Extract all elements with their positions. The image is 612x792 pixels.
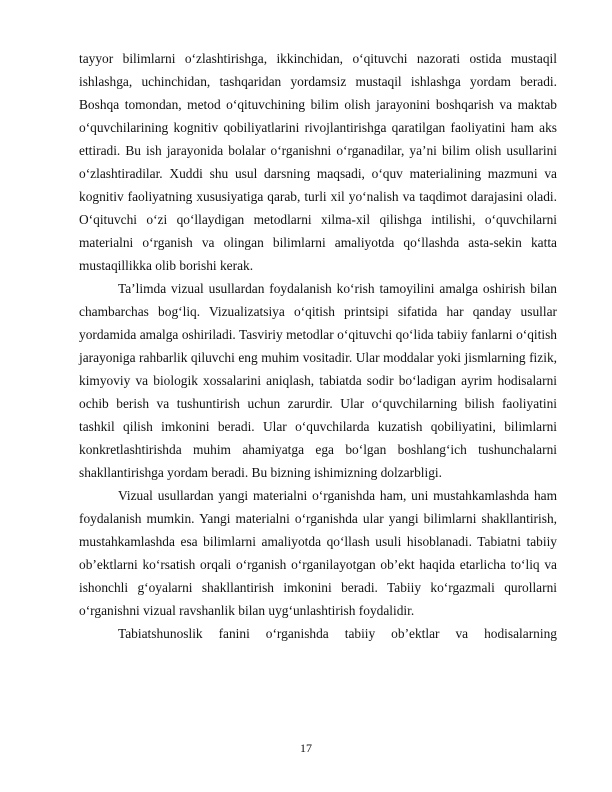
paragraph-new-material: Vizual usullardan yangi materialni o‘rganishda ham, uni mustahkamlashda ham foydalanish mumkin. Yangi materialni o‘rganishda ular yangi bilimlarni shakllantirish, mustahkamlashda esa bilimlarni amaliyotda qo‘llash usuli hisoblanadi. Tabiatni tabiiy ob’ektlarni ko‘rsatish orqali o‘rganish o‘rganilayotgan ob’ekt haqida etarlicha to‘liq va ishonchli g‘oyalarni shakllantirish imkonini beradi. Tabiiy ko‘rgazmali qurollarni o‘rganishni vizual ravshanlik bilan uyg‘unlashtirish foydalidir.: [79, 488, 557, 618]
paragraph-visual-methods: Ta’limda vizual usullardan foydalanish ko‘rish tamoyilini amalga oshirish bilan chambarchas bog‘liq. Vizualizatsiya o‘qitish printsipi sifatida har qanday usullar yordamida amalga oshiriladi. Tasviriy metodlar o‘qituvchi qo‘lida tabiiy fanlarni o‘qitish jarayoniga rahbarlik qiluvchi eng muhim vositadir. Ular moddalar yoki jismlarning fizik, kimyoviy va biologik xossalarini aniqlash, tabiatda sodir bo‘ladigan ayrim hodisalarni ochib berish va tushuntirish uchun zarurdir. Ular o‘quvchilarning bilish faoliyatini tashkil qilish imkonini beradi. Ular o‘quvchilarda kuzatish qobiliyatini, bilimlarni konkretlashtirishda muhim ahamiyatga ega bo‘lgan boshlang‘ich tushunchalarni shakllantirishga yordam beradi. Bu bizning ishimizning dolzarbligi.: [79, 281, 557, 480]
paragraph-natural-science: Tabiatshunoslik fanini o‘rganishda tabiiy ob’ektlar va hodisalarning: [118, 626, 557, 641]
page-number: 17: [300, 741, 312, 755]
paragraph-continuation: tayyor bilimlarni o‘zlashtirishga, ikkinchidan, o‘qituvchi nazorati ostida mustaqil ishlashga, uchinchidan, tashqaridan yordamsiz mustaqil ishlashga yordam beradi. Boshqa tomondan, metod o‘qituvchining bilim olish jarayonini boshqarish va maktab o‘quvchilarining kognitiv qobiliyatlarini rivojlantirishga qaratilgan faoliyatini ham aks ettiradi. Bu ish jarayonida bolalar o‘rganishni o‘rganadilar, ya’ni bilim olish usullarini o‘zlashtiradilar. Xuddi shu usul darsning maqsadi, o‘quv materialining mazmuni va kognitiv faoliyatning xususiyatiga qarab, turli xil yo‘nalish va taqdimot darajasini oladi. O‘qituvchi o‘zi qo‘llaydigan metodlarni xilma-xil qilishga intilishi, o‘quvchilarni materialni o‘rganish va olingan bilimlarni amaliyotda qo‘llashda asta-sekin katta mustaqillikka olib borishi kerak.: [79, 51, 557, 273]
body-text: [79, 47, 557, 645]
